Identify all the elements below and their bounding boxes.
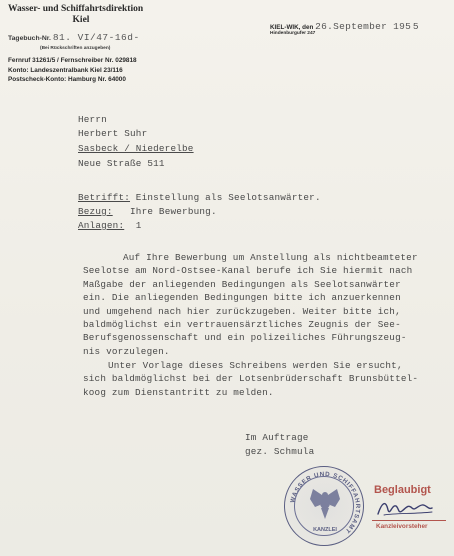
reference-note: (Bei Rückschriften anzugeben) — [40, 46, 111, 51]
recipient-name: Herbert Suhr — [78, 128, 148, 139]
stamp-signature-line — [372, 520, 446, 521]
reference-number-label: Tagebuch-Nr. — [8, 35, 51, 42]
reference-number-value: 81. VI/47-16d- — [52, 32, 140, 43]
body-paragraph-1 — [83, 251, 418, 358]
subject-value: Einstellung als Seelotsanwärter. — [135, 192, 321, 203]
letterhead — [8, 4, 154, 26]
seal-ring-text: WASSER UND SCHIFFAHRTSAMT — [289, 470, 362, 535]
letter-date: 26.September 195 — [315, 21, 412, 32]
body-line: ein. Die anliegenden Bedingungen bitte ich anzuerkennen — [83, 292, 401, 304]
reference-number — [8, 32, 140, 43]
enclosures-label: Anlagen: — [78, 220, 125, 231]
body-line: Seelotse am Nord-Ostsee-Kanal berufe ich Sie hiermit nach — [83, 265, 413, 277]
stamp-role: Kanzleivorsteher — [376, 523, 428, 530]
body-line: Unter Vorlage dieses Schreibens werden Sie ersucht, — [108, 360, 403, 371]
subject-label: Betrifft: — [78, 192, 131, 203]
recipient-street: Neue Straße 511 — [78, 158, 165, 169]
recipient-salutation: Herrn — [78, 114, 107, 125]
body-line: sich baldmöglichst bei der Lotsenbrüderschaft Brunsbüttel- — [83, 373, 419, 385]
seal-inner-ring — [294, 476, 354, 536]
place-street: Hindenburgufer 247 — [270, 31, 316, 36]
recipient-town: Sasbeck / Niederelbe — [78, 143, 194, 154]
handwritten-signature — [362, 484, 450, 524]
certification-stamp — [362, 484, 450, 542]
body-paragraph-2 — [83, 359, 418, 399]
signature-line-1: Im Auftrage — [245, 432, 309, 443]
subject-line — [78, 192, 321, 203]
body-line: baldmöglichst ein vertrauensärztliches Zeugnis der See- — [83, 319, 401, 331]
body-line: und umgehend nach hier zurückzugeben. Weiter bitte ich, — [83, 305, 401, 317]
enclosures-value: 1 — [135, 220, 142, 231]
account-line: Konto: Landeszentralbank Kiel 23/116 — [8, 66, 123, 74]
phone-line: Fernruf 31261/5 / Fernschreiber Nr. 029818 — [8, 57, 137, 64]
seal-bottom-text: KANZLEI — [313, 527, 337, 533]
stamp-title: Beglaubigt — [374, 484, 431, 496]
body-line: Auf Ihre Bewerbung um Anstellung als nichtbeamteter — [123, 252, 418, 263]
body-line: koog zum Dienstantritt zu melden. — [83, 386, 274, 398]
reference-line — [78, 206, 217, 217]
reference-label: Bezug: — [78, 206, 113, 217]
signature-line-2: gez. Schmula — [245, 446, 315, 457]
letter-date-year-digit: 5 — [412, 21, 419, 32]
body-line: nis vorzulegen. — [83, 345, 170, 357]
official-seal — [284, 466, 364, 546]
body-line: Berufsgenossenschaft und ein polizeiliches Führungszeug- — [83, 332, 407, 344]
authority-city: Kiel — [72, 15, 90, 25]
body-line: Maßgabe der anliegenden Bedingungen als Seelotsanwärter — [83, 278, 401, 290]
reference-value: Ihre Bewerbung. — [130, 206, 217, 217]
postcheck-line: Postscheck-Konto: Hamburg Nr. 64000 — [8, 76, 126, 84]
enclosures-line — [78, 220, 142, 231]
authority-name: Wasser- und Schiffahrtsdirektion — [8, 4, 144, 14]
contact-block — [8, 56, 137, 85]
place-label: KIEL-WIK, den — [270, 24, 314, 31]
